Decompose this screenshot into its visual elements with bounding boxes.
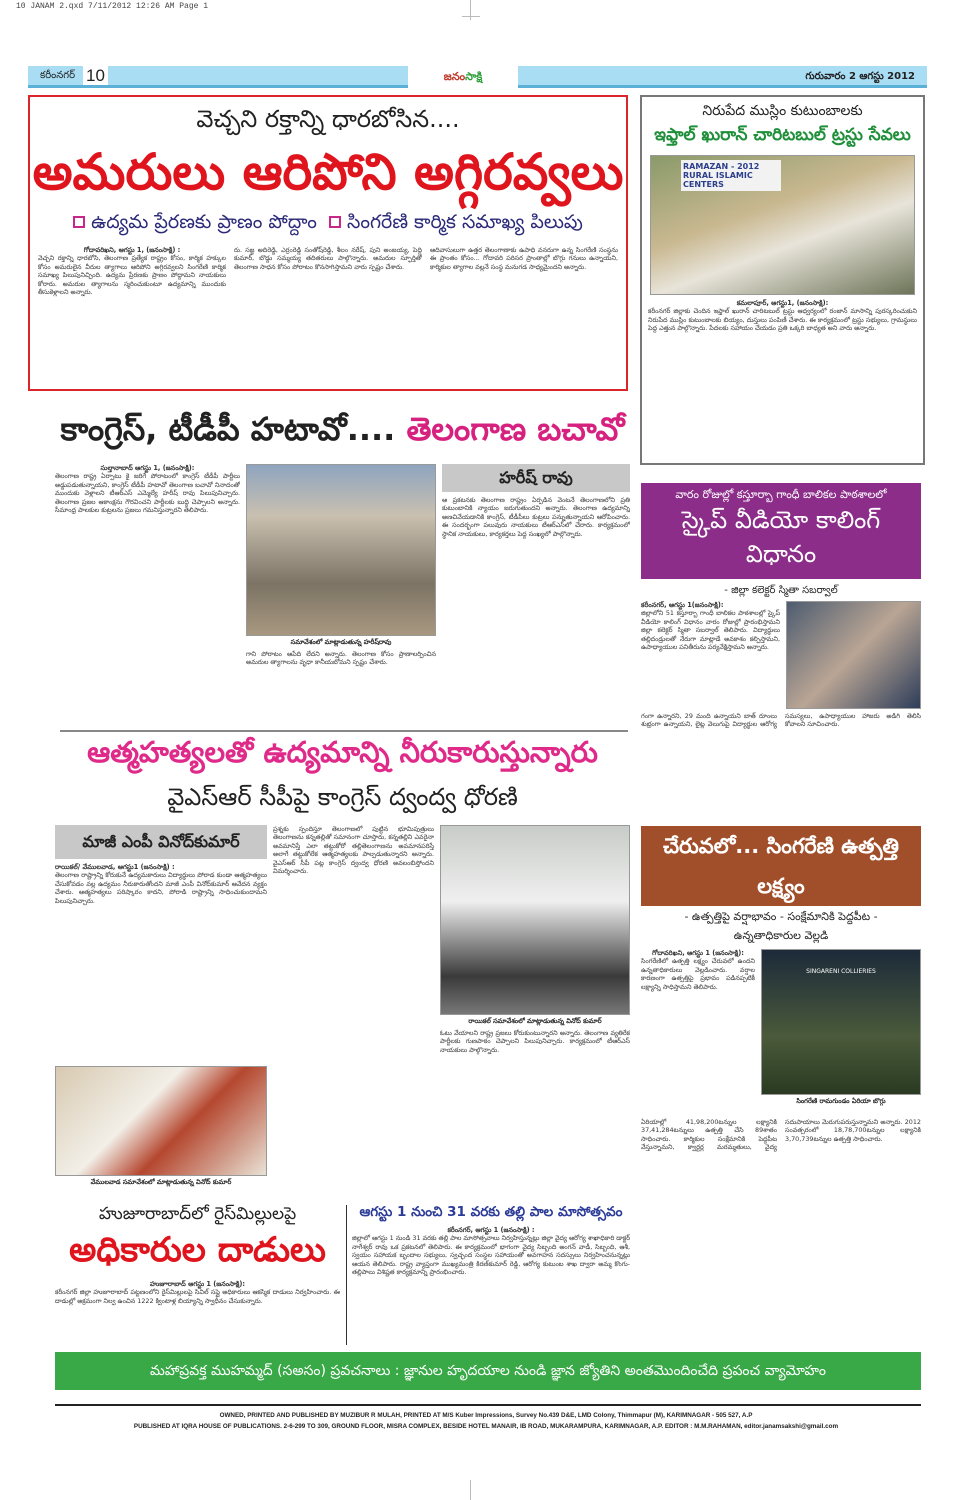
imprint (30, 1410, 942, 1432)
kicker: వెచ్చని రక్తాన్ని ధారబోసిన.... (196, 105, 460, 133)
headline: ఆత్మహత్యలతో ఉద్యమాన్ని నీరుకారుస్తున్నారు (87, 735, 598, 769)
photo-rally (246, 464, 436, 636)
headline (55, 410, 630, 456)
body-text: గంగా ఉన్నారని, 29 మంది ఉన్నాయని బాత్ రూంలు శుభ్రంగా ఉన్నాయని, లైట్ల వెలుగుపై విద్యార్థుల ఆరోగ్య సమస్యలు, ఉపాధ్యాయుల హాజరు అడిగి తెలిసి కోవాలని సూచించారు. (641, 712, 921, 729)
crop-mark (470, 0, 471, 20)
body-text: కరీంనగర్ జిల్లాకు చెందిన ఇఫ్తాల్ ఖురాన్ చారిటబుల్ ట్రస్టు ఆధ్వర్యంలో రంజాన్ మాసాన్ని పురస్కరించుకుని నిరుపేద ముస్లిం కుటుంబాలకు బియ్యం, దుస్తులు పంపిణీ చేశారు. ఈ కార్యక్రమంలో ట్రస్టు సభ్యులు, గ్రామస్థులు పెద్ద ఎత్తున పాల్గొన్నారు. పేదలకు సహాయం చేయడం ప్రతి ఒక్కరి బాధ్యత అని వారు అన్నారు. (648, 307, 917, 333)
subheadline-part: సింగరేణి కార్మిక సమాఖ్య పిలుపు (347, 211, 583, 233)
crop-mark (470, 1480, 471, 1500)
crop-mark (462, 16, 480, 17)
quote-banner: మహాప్రవక్త ముహమ్మద్ (సఅసం) ప్రవచనాలు : జ్ఞానుల హృదయాల నుండి జ్ఞాన జ్యోతిని అంతమొందించేది ప్రపంచ వ్యామోహం (55, 1352, 921, 1390)
article-harish (55, 410, 630, 722)
speaker-box: హరీష్ రావు (442, 464, 630, 492)
headline: ఇఫ్తాల్ ఖురాన్ చారిటబుల్ ట్రస్టు సేవలు (654, 125, 911, 145)
photo-singareni (761, 949, 921, 1095)
speaker-box: మాజీ ఎంపీ వినోద్‌కుమార్ (55, 825, 267, 859)
dateline: కరీంనగర్, ఆగస్టు 1(జనంసాక్షి): (641, 601, 724, 609)
article-vinod (55, 735, 630, 1190)
dateline: గోదావరిఖని, ఆగస్టు 1 (జనంసాక్షి): (652, 949, 744, 957)
imprint-line: OWNED, PRINTED AND PUBLISHED BY MUZIBUR R MULAH, PRINTED AT M/S Kuber Impressions, Survey No.439 D&E, LMD Colony, Thimmapur (M), KARIMNAGAR - 505 527, A.P (219, 1412, 753, 1419)
photo-rayikal (440, 825, 630, 1015)
photo-vemulawada (55, 1066, 267, 1176)
article-skype-banner (641, 483, 921, 579)
body-text: రు. సజ్జ అదిరెడ్డి, ఎర్రంరెడ్డి సంతోష్‌రెడ్డి, శీలం నరేష్, పుని అంజయ్య, పెద్ది కుమార్, బొడ్డు సమ్మయ్య తదితరులు పాల్గొన్నారు. అమరుల స్ఫూర్తితో తెలంగాణ సాధన కోసం పోరాటం కొనసాగిస్తామని వారు స్పష్టం చేశారు. (234, 246, 422, 271)
dateline: హుజూరాబాద్ ఆగస్టు 1 (జనంసాక్షి): (149, 1280, 245, 1288)
body-text: గాని పోరాటం ఆపేది లేదని అన్నారు. తెలంగాణ కోసం ప్రాణాలర్పించిన అమరుల త్యాగాలను వృధా కానీయబోమని స్పష్టం చేశారు. (246, 650, 436, 667)
edition-name: కరీంనగర్ (40, 69, 75, 81)
photo-caption: సింగరేణి రామగుండం ఏరియా బొగ్గు (796, 1097, 886, 1105)
body-text: ఆ ప్రకటనకు తెలంగాణ రాష్ట్రం ఏర్పడిన వెంటనే తెలంగాణలోని ప్రతి కుటుంబానికి న్యాయం జరుగుతుందని అన్నారు. తెలంగాణ ఉద్యమాన్ని అణచివేయడానికి కాంగ్రెస్, టీడీపీలు కుట్రలు పన్నుతున్నాయని ఆరోపించారు. ఈ సందర్భంగా పలువురు నాయకులు టీఆర్ఎస్‌లో చేరారు. కార్యక్రమంలో స్థానిక నాయకులు, కార్యకర్తలు పెద్ద సంఖ్యలో పాల్గొన్నారు. (442, 496, 630, 538)
body-text: వెచ్చని రక్తాన్ని ధారబోసి, తెలంగాణ ప్రత్యేక రాష్ట్రం కోసం, కార్మిక హక్కుల కోసం అమరులైన వీరుల త్యాగాలు ఆరిపోని అగ్గిరవ్వలని సింగరేణి కార్మిక సమాఖ్య పిలుపునిచ్చింది. ఉద్యమ ప్రేరణకు ప్రాణం పోద్దామని నాయకులు కోరారు. అమరుల త్యాగాలను స్మరించుకుంటూ ఉద్యమాన్ని ముందుకు తీసుకెళ్లాలని అన్నారు. (38, 254, 226, 297)
photo-caption: రాయికల్ సమావేశంలో మాట్లాడుతున్న వినోద్ కుమార్ (468, 1017, 602, 1025)
body-text: కరీంనగర్ జిల్లా హుజూరాబాద్ పట్టణంలోని రైస్‌మిల్లులపై సివిల్ సప్లై అధికారులు ఆకస్మిక దాడులు నిర్వహించారు. ఈ దాడుల్లో అక్రమంగా నిల్వ ఉంచిన 1222 క్వింటాళ్ల బియ్యాన్ని స్వాధీనం చేసుకున్నారు. (55, 1288, 340, 1305)
kicker: వారం రోజుల్లో కస్తూర్బా గాంధీ బాలికల పాఠశాలలో (675, 488, 887, 501)
divider (55, 1404, 921, 1406)
body-text: తెలంగాణ రాష్ట్రాన్ని కోరుకునే ఉద్యమకారులు విద్యార్థులు పోరాడ కుండా ఆత్మహత్యలు చేసుకోవడం వల్ల ఉద్యమం నీరుకారుతోందని మాజీ ఎంపీ వినోద్‌కుమార్ ఆవేదన వ్యక్తం చేశారు. ఆత్మహత్యలు పరిష్కారం కాదని, పోరాడి రాష్ట్రాన్ని సాధించుకుందామని పిలుపునిచ్చారు. (55, 871, 267, 905)
subheadline: - ఉత్పత్తిపై వర్షాభావం - సంక్షేమానికి పెద్దపీట - (684, 910, 878, 923)
kicker: హుజూరాబాద్‌లో రైస్‌మిల్లులపై (98, 1204, 297, 1224)
dateline: కమలాపూర్, ఆగస్టు1, (జనంసాక్షి): (736, 299, 829, 307)
banner-in-photo: RAMAZAN - 2012 RURAL ISLAMIC CENTERS (681, 160, 781, 191)
photo-caption: సమావేశంలో మాట్లాడుతున్న హరీష్‌రావు (290, 638, 392, 646)
sign-in-photo: SINGARENI COLLIERIES (806, 968, 876, 975)
headline: అధికారుల దాడులు (69, 1230, 326, 1270)
article-amarulu (28, 95, 628, 391)
page-header (28, 66, 927, 88)
page-number: 10 (83, 66, 108, 85)
body-text: ఏరియాల్లో 41,98,200టన్నుల లక్ష్యానికి 37,41,284టన్నులు ఉత్పత్తి చేసి 89శాతం సాధించారు. కార్మికుల సంక్షేమానికి పెద్దపీట వేస్తున్నామని, క్వార్టర్ల మరమ్మతులు, వైద్య సదుపాయాలు మెరుగుపరుస్తున్నామని అన్నారు. 2012 సంవత్సరంలో 18,78,700టన్నుల లక్ష్యానికి 3,70,739టన్నుల ఉత్పత్తి సాధించారు. (641, 1118, 921, 1152)
headline-part: తెలంగాణ బచావో (406, 410, 625, 448)
body-text: ఓటు వేయాలని రాష్ట్ర ప్రజలు కోరుకుంటున్నారని అన్నారు. తెలంగాణ వ్యతిరేక పార్టీలకు గుణపాఠం చెప్పాలని పిలుపునిచ్చారు. కార్యక్రమంలో టీఆర్ఎస్ నాయకులు పాల్గొన్నారు. (440, 1029, 630, 1054)
article-singareni (641, 826, 921, 1346)
article-skype (641, 483, 921, 808)
photo-distribution (650, 155, 915, 295)
headline: అమరులు ఆరిపోని అగ్గిరవ్వలు (32, 143, 624, 201)
article-breastfeeding (352, 1204, 630, 1347)
photo-collector (786, 601, 921, 709)
body-text: జిల్లాలో ఆగస్టు 1 నుండి 31 వరకు తల్లి పాల మాసోత్సవాలు నిర్వహిస్తున్నట్లు జిల్లా వైద్య ఆరోగ్య శాఖాధికారి డాక్టర్ నాగేశ్వర్ రావు ఒక ప్రకటనలో తెలిపారు. ఈ కార్యక్రమంలో భాగంగా వైద్య సిబ్బంది అంగన్ వాడీ, సిబ్బంది, ఆశీ, స్వయం సహాయక బృందాల సభ్యులు, స్వచ్ఛంద సంస్థల సహాయంతో అవగాహన సదస్సులు నిర్వహించనున్నట్లు ఆయన తెలిపారు. రాష్ట్ర వ్యాప్తంగా ముఖ్యమంత్రి కిరణ్‌కుమార్ రెడ్డి, ఆరోగ్య కుటుంబ శాఖ ద్వారా అమ్మ కొంగు- తల్లిపాలు విశిష్టత కార్యక్రమాన్ని ప్రారంభించారు. (352, 1234, 630, 1277)
article-ricemills (55, 1204, 340, 1347)
headline-part: కాంగ్రెస్, టీడీపీ హటావో.... (60, 410, 396, 448)
masthead-logo: జనంసాక్షి (408, 64, 518, 90)
subheadline: వైఎస్ఆర్ సీపీపై కాంగ్రెస్ ద్వంద్వ ధోరణి (167, 783, 518, 811)
dateline: రాయికల్/ వేములవాడ, ఆగస్టు1 (జనంసాక్షి) : (55, 863, 175, 871)
photo-caption: వేములవాడ సమావేశంలో మాట్లాడుతున్న వినోద్ కుమార్ (90, 1178, 232, 1186)
dateline: కరీంనగర్, ఆగస్టు 1 (జనంసాక్షి) : (447, 1226, 535, 1234)
bullet-box-icon (73, 216, 85, 228)
imprint-line: PUBLISHED AT IQRA HOUSE OF PUBLICATIONS. 2-6-299 TO 309, GROUND FLOOR, MISRA COMPLEX, BESIDE HOTEL MANAIR, IB ROAD, MUKARAMPURA, KARIMNAGAR, A.P. EDITOR : M.M.RAHAMAN, editor.janamsakshi@gmail.com (133, 1423, 839, 1430)
bullet-box-icon (329, 216, 341, 228)
dateline: గోదావరిఖని, ఆగస్టు 1, (జనంసాక్షి) : (83, 246, 181, 254)
headline: స్కైప్ వీడియో కాలింగ్ విధానం (681, 506, 881, 568)
byline: - జిల్లా కలెక్టర్ స్మితా సబర్వాల్ (724, 585, 838, 596)
body-text: ఆదివాసులుగా ఉత్తర తెలంగాణాకు ఉపాధి వనరుగా ఉన్న సింగరేణి సంస్థను ఈ ప్రాంతం కోసం... గోదావరి పరిసర ప్రాంతాల్లో బొగ్గు గనులు ఉన్నాయని, కార్మికుల త్యాగాల వల్లనే సంస్థ మనుగడ సాధ్యమైందని అన్నారు. (430, 246, 618, 271)
body-text: తెలంగాణ రాష్ట్ర ఏర్పాటు కై జరిగే పోరాటంలో కాంగ్రెస్ టీడీపీ పార్టీలు అడ్డుపడుతున్నాయని, కాంగ్రెస్ టీడీపీ హటావో తెలంగాణ బచావో నినాదంతో ముందుకు వెళ్లాలని టీఆర్ఎస్ ఎమ్మెల్యే హరీష్ రావు పిలుపునిచ్చారు. తెలంగాణ ప్రజల ఆకాంక్షను గౌరవించని పార్టీలకు బుద్ధి చెప్పాలని అన్నారు. సీమాంధ్ర పాలకుల కుట్రలను ప్రజలు గమనిస్తున్నారని తెలిపారు. (55, 472, 240, 515)
print-slug: 10 JANAM 2.qxd 7/11/2012 12:26 AM Page 1 (16, 2, 209, 11)
body-text: సింగరేణిలో ఉత్పత్తి లక్ష్యం చేరువలో ఉందని ఉన్నతాధికారులు వెల్లడించారు. వర్షాల కారణంగా ఉత్పత్తిపై ప్రభావం పడినప్పటికీ లక్ష్యాన్ని సాధిస్తామని తెలిపారు. (641, 957, 755, 991)
article-iftal-trust (640, 95, 925, 465)
divider (60, 730, 628, 732)
subheadline (30, 211, 626, 238)
edition-group (40, 66, 108, 85)
kicker: నిరుపేద ముస్లిం కుటుంబాలకు (702, 103, 863, 119)
issue-date: గురువారం 2 ఆగస్టు 2012 (805, 71, 915, 82)
subheadline: ఉన్నతాధికారుల వెల్లడి (733, 929, 829, 942)
divider (346, 1205, 347, 1345)
headline: చేరువలో... సింగరేణి ఉత్పత్తి లక్ష్యం (641, 826, 921, 906)
subheadline-part: ఉద్యమ ప్రేరణకు ప్రాణం పోద్దాం (91, 211, 317, 233)
dateline: సుల్తానాబాద్ ఆగస్టు 1, (జనంసాక్షి): (100, 464, 195, 472)
body-text: ప్రశ్నకు స్పందిస్తూ తెలంగాణలో పుట్టిన భూమిపుత్రులు తెలంగాణను కన్నతల్లితో సమానంగా చూస్తారు, కన్నతల్లిని ఎవరైనా అవమానిస్తే ఎలా తట్టుకోరో తల్లితెలంగాణను అవమానపరిస్తే అలాగే తట్టుకోలేక ఆత్మహత్యలకు పాల్పడుతున్నారని అన్నారు. వైఎస్ఆర్ సీపీ పట్ల కాంగ్రెస్ ద్వంద్వ ధోరణి అవలంబిస్తోందని విమర్శించారు. (273, 825, 434, 876)
body-text: జిల్లాలోని 51 కస్తూర్బా గాంధీ బాలికల పాఠశాలల్లో స్కైప్ వీడియో కాలింగ్ విధానం వారం రోజుల్లో ప్రారంభిస్తామని జిల్లా కలెక్టర్ స్మితా సబర్వాల్ తెలిపారు. విద్యార్థులు తల్లిదండ్రులతో నేరుగా మాట్లాడే అవకాశం కల్పిస్తామని, ఉపాధ్యాయుల పనితీరును పర్యవేక్షిస్తామని అన్నారు. (641, 609, 780, 652)
headline: ఆగస్టు 1 నుంచి 31 వరకు తల్లి పాల మాసోత్సవం (359, 1204, 623, 1220)
